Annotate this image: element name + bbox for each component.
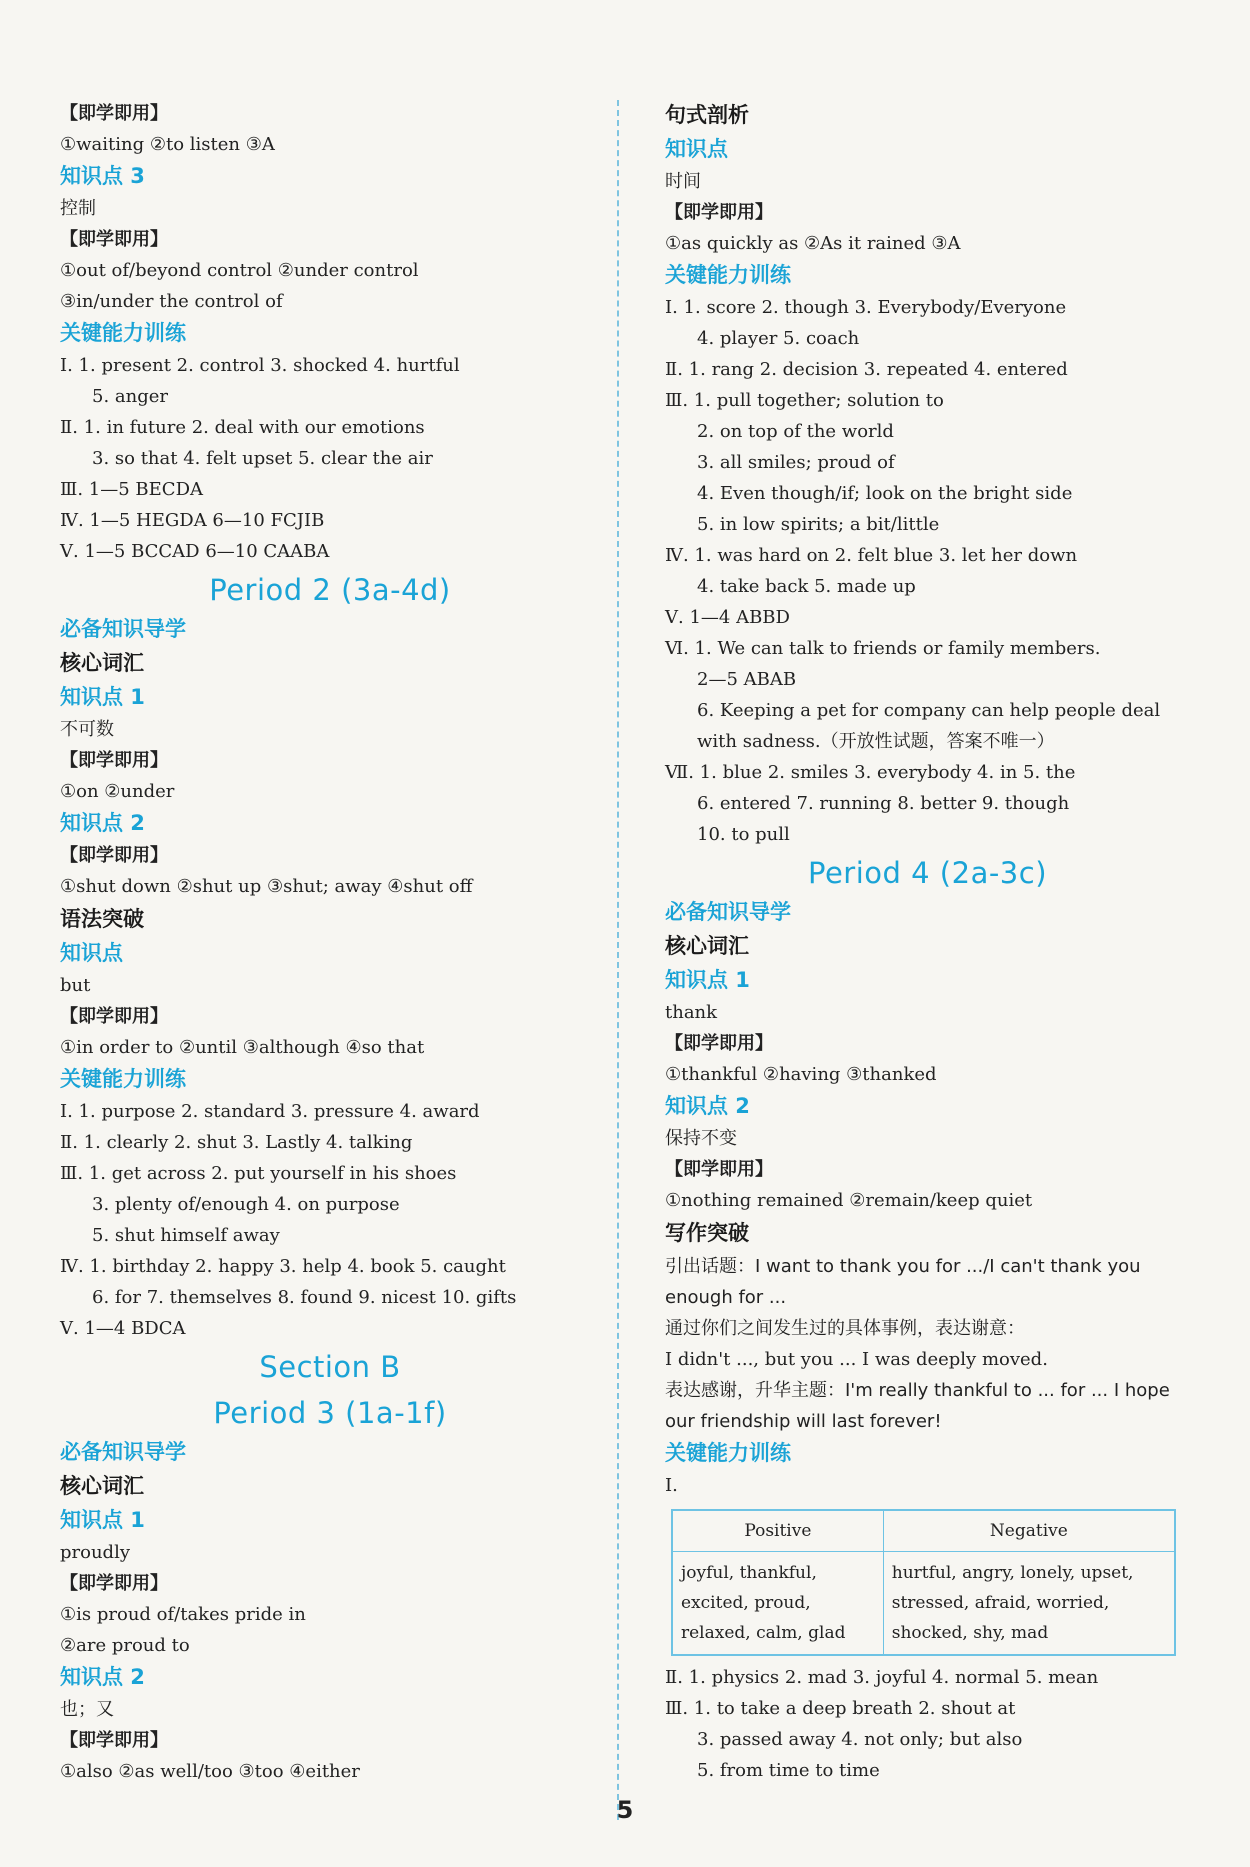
answer-line: Ⅳ. 1. was hard on 2. felt blue 3. let her down: [665, 545, 1078, 566]
practice-label: 【即学即用】: [60, 229, 168, 250]
answer-line: ①waiting ②to listen ③A: [60, 134, 275, 155]
knowledge-point-heading: 知识点 1: [60, 1508, 145, 1532]
answer-line: Ⅰ. 1. present 2. control 3. shocked 4. hurtful: [60, 355, 460, 376]
practice-label: 【即学即用】: [60, 1573, 168, 1594]
subsection-heading: 写作突破: [665, 1221, 749, 1245]
section-heading: 关键能力训练: [665, 1441, 791, 1465]
writing-line: 引出话题：I want to thank you for .../I can't thank you enough for ...: [665, 1256, 1141, 1308]
answer-line: Ⅴ. 1—4 BDCA: [60, 1318, 186, 1339]
practice-label: 【即学即用】: [665, 1033, 773, 1054]
answer-line: 3. passed away 4. not only; but also: [697, 1729, 1023, 1750]
answer-line: 4. player 5. coach: [697, 328, 860, 349]
answer-line: 3. all smiles; proud of: [697, 452, 895, 473]
answer-line: Ⅱ. 1. physics 2. mad 3. joyful 4. normal 5. mean: [665, 1667, 1099, 1688]
answer-line: but: [60, 975, 91, 996]
answer-line: ①as quickly as ②As it rained ③A: [665, 233, 961, 254]
answer-line: Ⅱ. 1. rang 2. decision 3. repeated 4. entered: [665, 359, 1068, 380]
answer-line: ①in order to ②until ③although ④so that: [60, 1037, 425, 1058]
answer-line: thank: [665, 1002, 718, 1023]
period-heading: Period 2 (3a-4d): [209, 573, 451, 607]
negative-words: hurtful, angry, lonely, upset, stressed, afraid, worried, shocked, shy, mad: [883, 1552, 1175, 1656]
practice-label: 【即学即用】: [665, 1159, 773, 1180]
answer-line: 3. plenty of/enough 4. on purpose: [92, 1194, 400, 1215]
knowledge-point-heading: 知识点: [60, 941, 123, 965]
section-heading: 必备知识导学: [60, 617, 186, 641]
answer-line: ①out of/beyond control ②under control: [60, 260, 419, 281]
answer-line: 4. Even though/if; look on the bright side: [697, 483, 1073, 504]
answer-line: Ⅱ. 1. clearly 2. shut 3. Lastly 4. talking: [60, 1132, 413, 1153]
answer-line: 2. on top of the world: [697, 421, 894, 442]
answer-line: proudly: [60, 1542, 131, 1563]
knowledge-point-heading: 知识点: [665, 137, 728, 161]
answer-line: 2—5 ABAB: [697, 669, 797, 690]
knowledge-point-heading: 知识点 2: [665, 1094, 750, 1118]
answer-line: Ⅲ. 1. pull together; solution to: [665, 390, 944, 411]
writing-line: 通过你们之间发生过的具体事例，表达谢意：: [665, 1318, 1025, 1339]
answer-line: ①thankful ②having ③thanked: [665, 1064, 937, 1085]
knowledge-point-heading: 知识点 1: [665, 968, 750, 992]
knowledge-point-heading: 知识点 1: [60, 685, 145, 709]
answer-line: ①also ②as well/too ③too ④either: [60, 1761, 360, 1782]
answer-line: ①is proud of/takes pride in: [60, 1604, 306, 1625]
answer-line: 5. from time to time: [697, 1760, 880, 1781]
practice-label: 【即学即用】: [60, 1730, 168, 1751]
practice-label: 【即学即用】: [60, 103, 168, 124]
knowledge-point-heading: 知识点 3: [60, 164, 145, 188]
answer-line: Ⅲ. 1. to take a deep breath 2. shout at: [665, 1698, 1016, 1719]
answer-line: 5. shut himself away: [92, 1225, 280, 1246]
practice-label: 【即学即用】: [665, 202, 773, 223]
practice-label: 【即学即用】: [60, 1006, 168, 1027]
answer-line: ①on ②under: [60, 781, 175, 802]
right-column: [665, 98, 1190, 1786]
section-heading: 关键能力训练: [60, 1067, 186, 1091]
answer-line: ③in/under the control of: [60, 291, 283, 312]
answer-line: ②are proud to: [60, 1635, 190, 1656]
practice-label: 【即学即用】: [60, 845, 168, 866]
page-number: 5: [616, 1796, 634, 1824]
answer-line: Ⅳ. 1. birthday 2. happy 3. help 4. book 5. caught: [60, 1256, 506, 1277]
section-title: Section B: [259, 1350, 401, 1384]
answer-line: 10. to pull: [697, 824, 790, 845]
positive-words: joyful, thankful, excited, proud, relaxed, calm, glad: [672, 1552, 883, 1656]
answer-line: Ⅲ. 1—5 BECDA: [60, 479, 203, 500]
answer-line: 6. Keeping a pet for company can help people deal with sadness.（开放性试题，答案不唯一）: [697, 700, 1161, 752]
emotion-table: [671, 1509, 1176, 1656]
answer-line: Ⅰ.: [665, 1475, 678, 1496]
answer-line: 也；又: [60, 1699, 114, 1720]
subsection-heading: 语法突破: [60, 907, 144, 931]
answer-line: Ⅴ. 1—5 BCCAD 6—10 CAABA: [60, 541, 330, 562]
left-column: [60, 98, 600, 1787]
column-divider: [617, 100, 619, 1820]
answer-line: Ⅵ. 1. We can talk to friends or family members.: [665, 638, 1101, 659]
answer-line: 保持不变: [665, 1128, 737, 1149]
answer-line: 5. anger: [92, 386, 168, 407]
answer-line: 4. take back 5. made up: [697, 576, 916, 597]
writing-line: 表达感谢，升华主题：I'm really thankful to ... for ... I hope our friendship will last forever!: [665, 1380, 1170, 1432]
answer-line: Ⅰ. 1. purpose 2. standard 3. pressure 4. award: [60, 1101, 480, 1122]
knowledge-point-heading: 知识点 2: [60, 811, 145, 835]
answer-line: 3. so that 4. felt upset 5. clear the air: [92, 448, 433, 469]
answer-line: 5. in low spirits; a bit/little: [697, 514, 940, 535]
section-heading: 必备知识导学: [665, 900, 791, 924]
positive-header: Positive: [672, 1510, 883, 1552]
answer-line: 6. for 7. themselves 8. found 9. nicest 10. gifts: [92, 1287, 517, 1308]
answer-line: Ⅲ. 1. get across 2. put yourself in his shoes: [60, 1163, 457, 1184]
writing-line: I didn't ..., but you ... I was deeply moved.: [665, 1349, 1048, 1370]
answer-line: Ⅴ. 1—4 ABBD: [665, 607, 790, 628]
answer-line: ①shut down ②shut up ③shut; away ④shut off: [60, 876, 473, 897]
answer-line: Ⅳ. 1—5 HEGDA 6—10 FCJIB: [60, 510, 325, 531]
answer-line: 不可数: [60, 719, 114, 740]
knowledge-point-heading: 知识点 2: [60, 1665, 145, 1689]
subsection-heading: 句式剖析: [665, 103, 749, 127]
subsection-heading: 核心词汇: [60, 1474, 144, 1498]
answer-line: Ⅱ. 1. in future 2. deal with our emotions: [60, 417, 425, 438]
period-heading: Period 4 (2a-3c): [807, 856, 1048, 890]
negative-header: Negative: [883, 1510, 1175, 1552]
answer-line: Ⅰ. 1. score 2. though 3. Everybody/Everyone: [665, 297, 1067, 318]
answer-line: Ⅶ. 1. blue 2. smiles 3. everybody 4. in 5. the: [665, 762, 1076, 783]
section-heading: 必备知识导学: [60, 1440, 186, 1464]
section-heading: 关键能力训练: [665, 263, 791, 287]
subsection-heading: 核心词汇: [665, 934, 749, 958]
period-heading: Period 3 (1a-1f): [213, 1396, 447, 1430]
section-heading: 关键能力训练: [60, 321, 186, 345]
answer-line: 控制: [60, 198, 96, 219]
answer-line: 时间: [665, 171, 701, 192]
practice-label: 【即学即用】: [60, 750, 168, 771]
subsection-heading: 核心词汇: [60, 651, 144, 675]
answer-line: 6. entered 7. running 8. better 9. though: [697, 793, 1070, 814]
answer-line: ①nothing remained ②remain/keep quiet: [665, 1190, 1033, 1211]
